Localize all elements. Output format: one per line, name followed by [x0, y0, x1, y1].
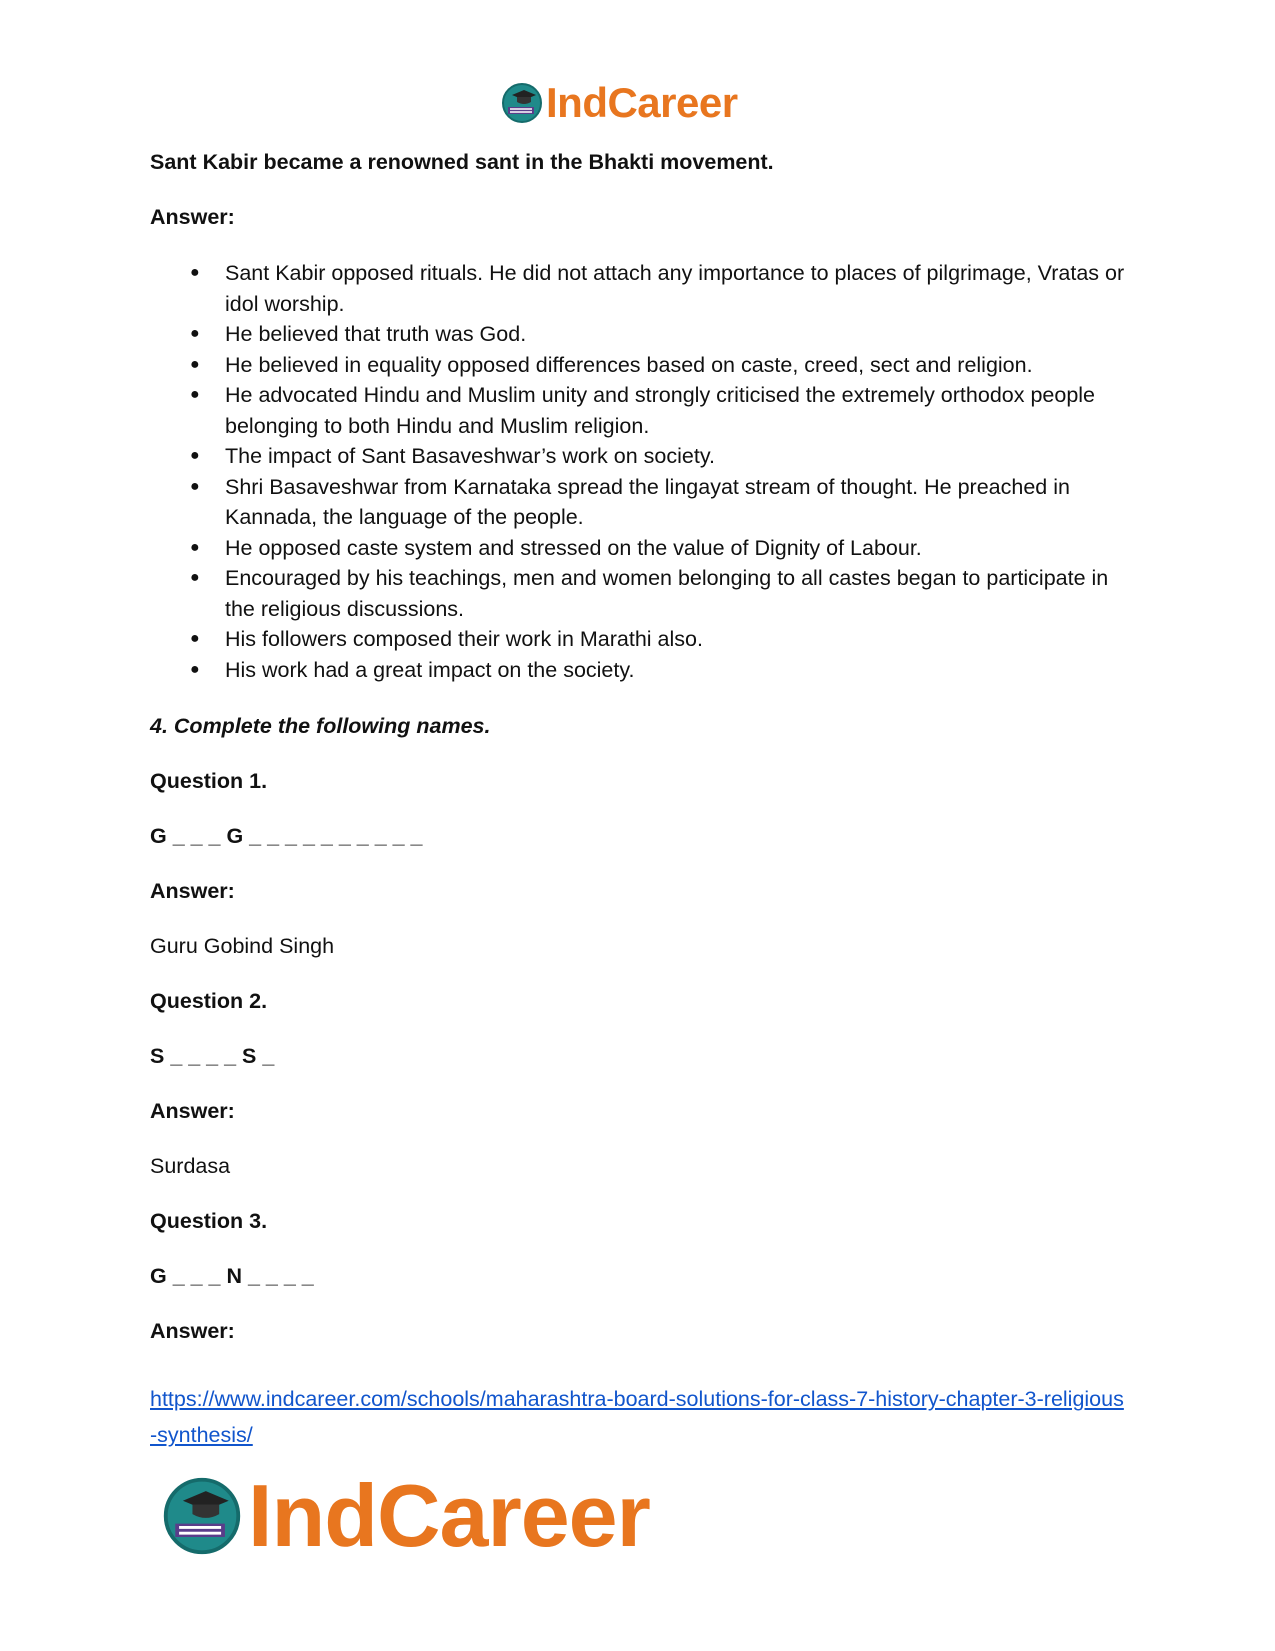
answer-bullet-list — [150, 258, 1130, 685]
answer-label: Answer: — [150, 1319, 235, 1343]
bullet-icon: ● — [190, 569, 200, 586]
logo-globe-icon — [500, 81, 544, 125]
list-item: ● His followers composed their work in Marathi also. — [150, 624, 1130, 655]
list-item: ● He believed in equality opposed differences based on caste, creed, sect and religion. — [150, 350, 1130, 381]
source-link[interactable]: https://www.indcareer.com/schools/maharashtra-board-solutions-for-class-7-history-chapter-3-religious-synthesis/ — [150, 1387, 1124, 1447]
bullet-icon: ● — [190, 477, 200, 495]
bullet-icon: ● — [190, 538, 200, 556]
bullet-icon: ● — [190, 386, 200, 403]
question-prompt: G _ _ _ G _ _ _ _ _ _ _ _ _ _ — [150, 824, 423, 848]
section-heading: 4. Complete the following names. — [150, 714, 491, 738]
list-item: ● The impact of Sant Basaveshwar’s work on society. — [150, 441, 1130, 472]
list-item: ● He advocated Hindu and Muslim unity and strongly criticised the extremely orthodox people belonging to both Hindu and Muslim religion. — [150, 380, 1130, 441]
intro-answer-label: Answer: — [150, 205, 235, 229]
footer-logo — [160, 1466, 650, 1565]
question-label: Question 1. — [150, 769, 268, 793]
bullet-icon: ● — [190, 355, 200, 373]
question-label: Question 2. — [150, 989, 268, 1013]
question-prompt: S _ _ _ _ S _ — [150, 1044, 275, 1068]
answer-label: Answer: — [150, 1099, 235, 1123]
question-label: Question 3. — [150, 1209, 268, 1233]
bullet-icon: ● — [190, 325, 200, 342]
bullet-icon: ● — [190, 447, 200, 464]
answer-text: Surdasa — [150, 1154, 231, 1178]
bullet-icon: ● — [190, 264, 200, 281]
logo-globe-icon — [160, 1474, 244, 1558]
question-prompt: G _ _ _ N _ _ _ _ — [150, 1264, 314, 1288]
list-item: ● Encouraged by his teachings, men and women belonging to all castes began to participate in the religious discussions. — [150, 563, 1130, 624]
list-item: ● Shri Basaveshwar from Karnataka spread the lingayat stream of thought. He preached in Kannada, the language of the people. — [150, 472, 1130, 533]
bullet-icon: ● — [190, 630, 200, 647]
footer-logo-text: IndCareer — [248, 1466, 650, 1565]
list-item: ● He opposed caste system and stressed on the value of Dignity of Labour. — [150, 533, 1130, 564]
header-logo — [500, 80, 738, 126]
list-item: ● He believed that truth was God. — [150, 319, 1130, 350]
list-item: ● His work had a great impact on the society. — [150, 655, 1130, 686]
header-logo-text: IndCareer — [546, 79, 738, 126]
document-body — [150, 148, 1130, 1453]
list-item: ● Sant Kabir opposed rituals. He did not attach any importance to places of pilgrimage, Vratas or idol worship. — [150, 258, 1130, 319]
bullet-icon: ● — [190, 660, 200, 678]
answer-text: Guru Gobind Singh — [150, 934, 335, 958]
intro-question: Sant Kabir became a renowned sant in the Bhakti movement. — [150, 150, 774, 174]
answer-label: Answer: — [150, 879, 235, 903]
